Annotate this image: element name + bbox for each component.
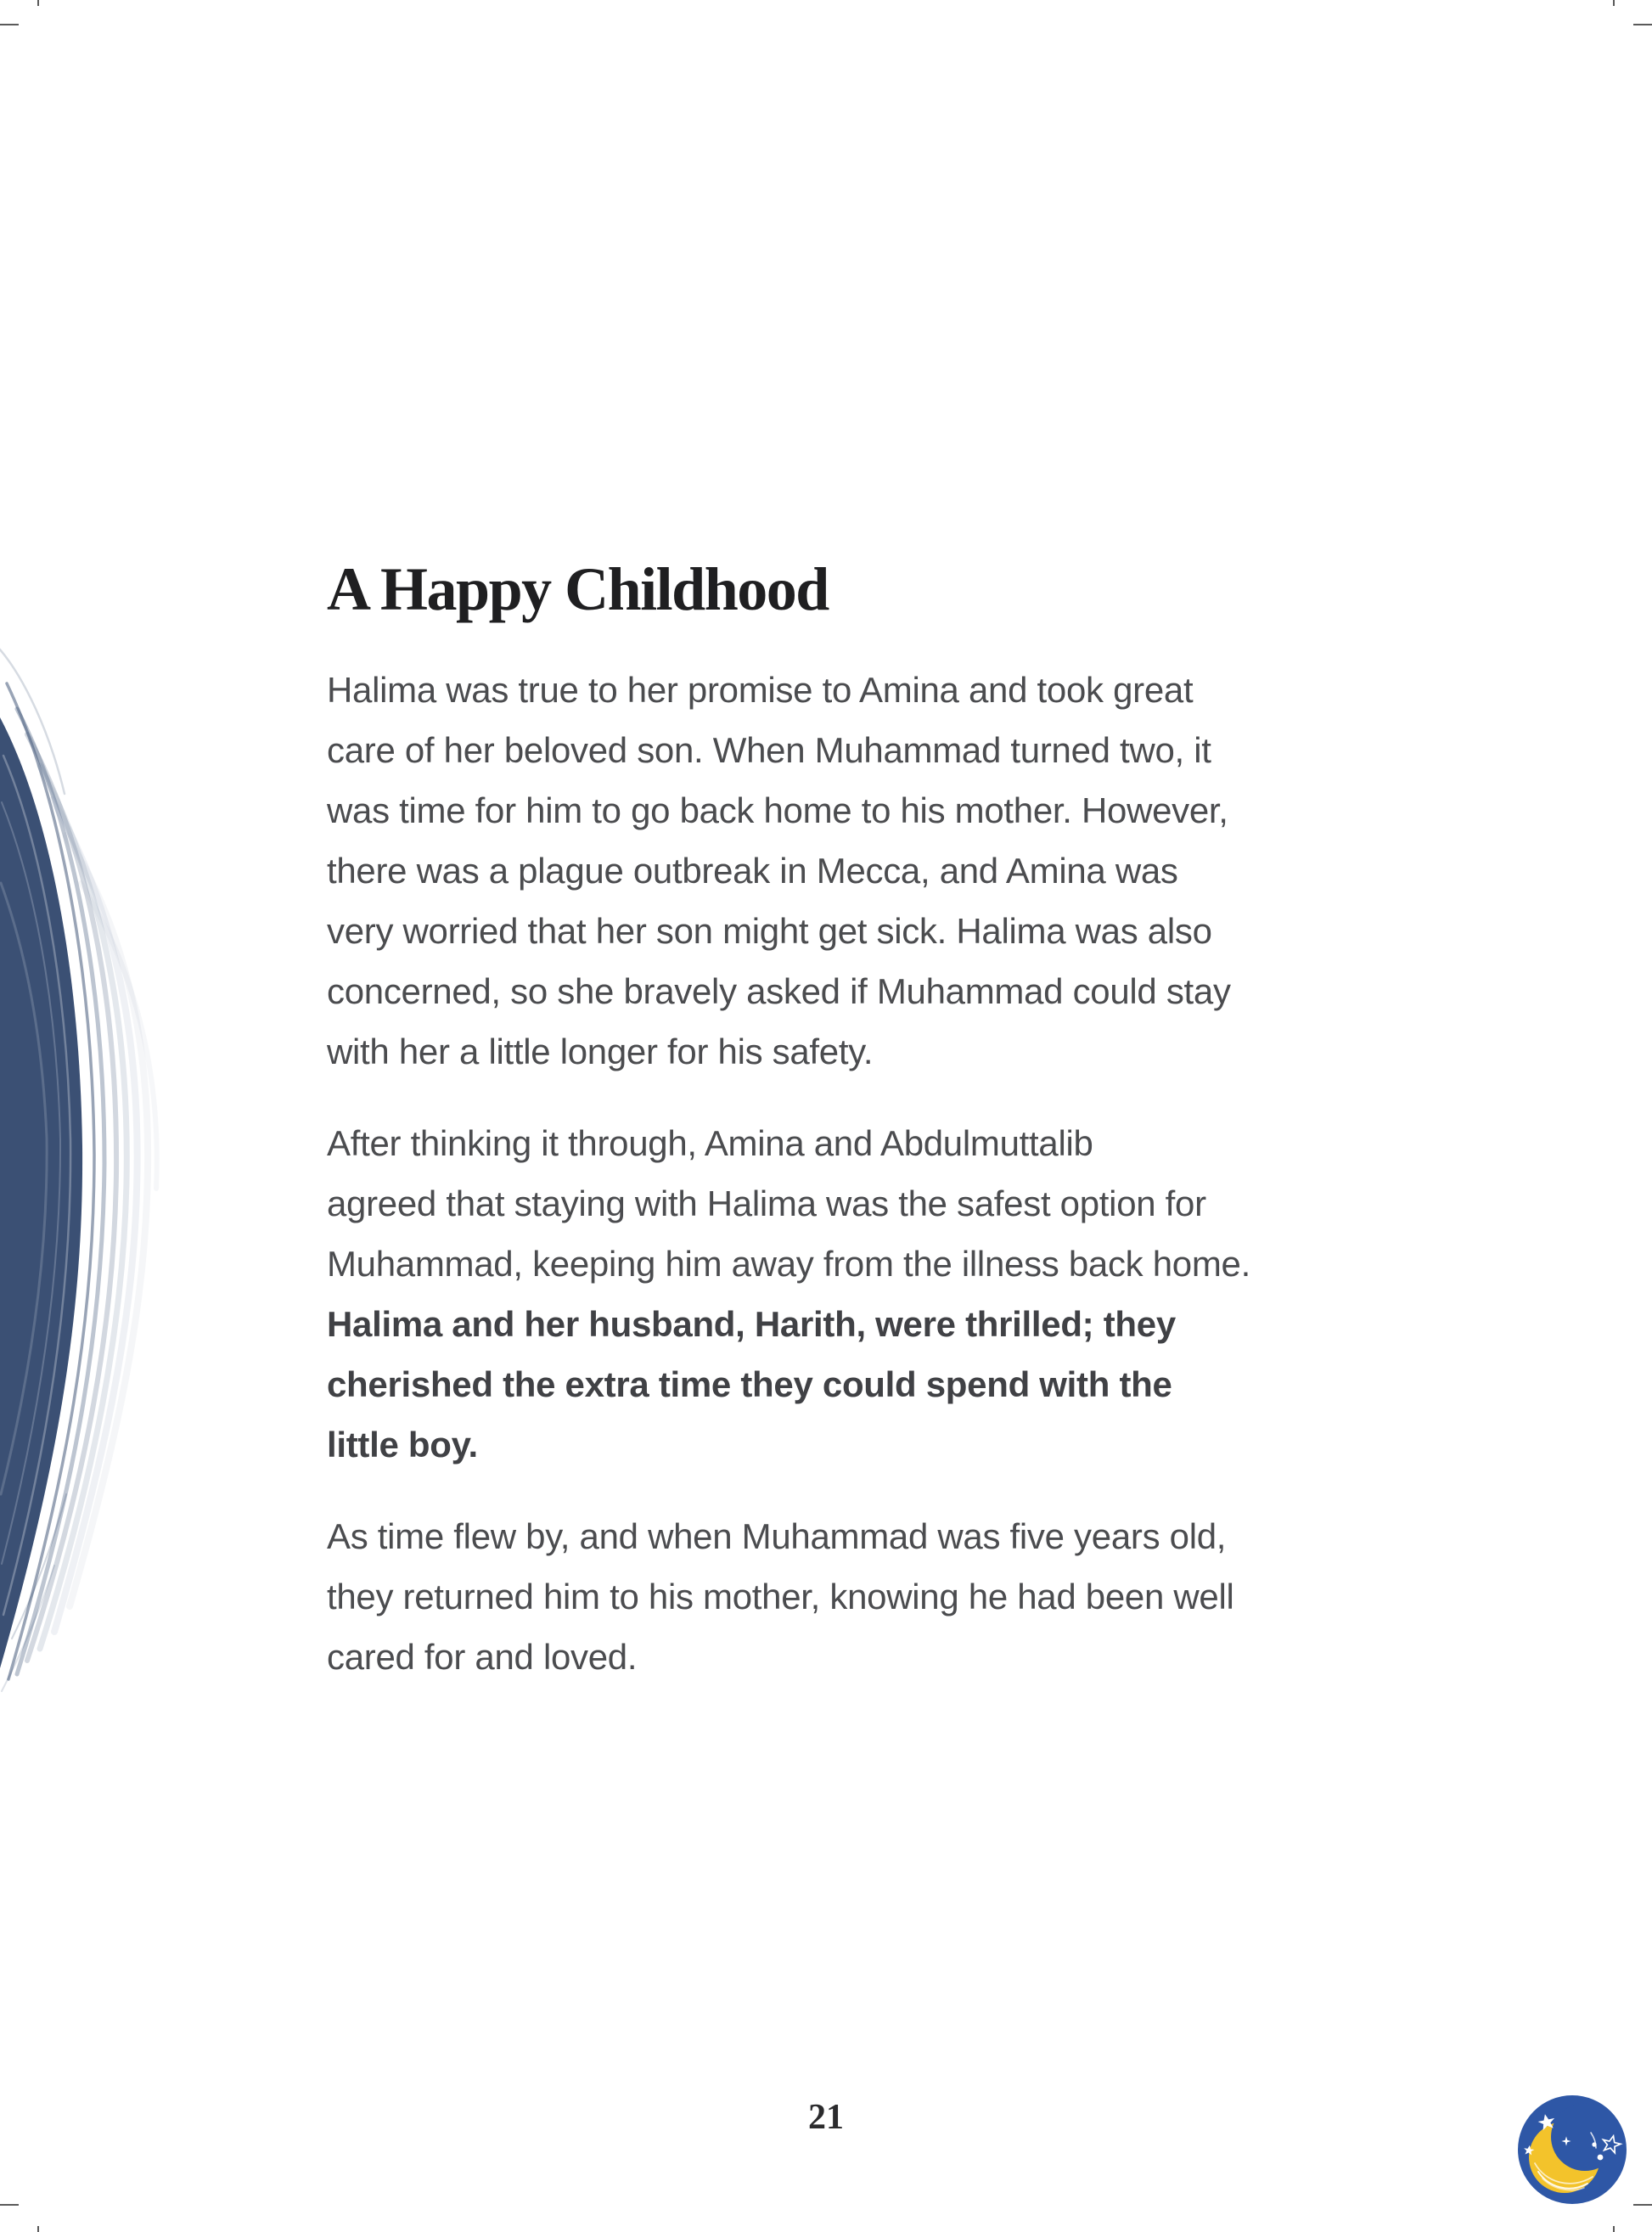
paragraph-1 [327,660,1333,1082]
text-line: agreed that staying with Halima was the safest option for [327,1183,1206,1223]
crop-mark-bottom-right-horizontal [1633,2204,1652,2206]
text-line: Halima was true to her promise to Amina and took great [327,670,1194,710]
moon-and-stars-icon [1516,2094,1628,2206]
brush-stroke-decoration [0,628,195,1715]
moon-crescent-cutout [1551,2103,1619,2171]
text-line: Halima and her husband, Harith, were thrilled; they [327,1304,1176,1344]
page-number: 21 [808,2098,844,2137]
moon-dot [1598,2155,1604,2161]
text-line: there was a plague outbreak in Mecca, and Amina was [327,851,1178,891]
brush-stroke-svg [0,628,195,1715]
text-line: very worried that her son might get sick. Halima was also [327,911,1212,951]
crop-mark-top-right-vertical [1613,0,1615,6]
text-line: concerned, so she bravely asked if Muhammad could stay [327,971,1231,1011]
crop-mark-top-right-horizontal [1633,24,1652,25]
paragraph-2 [327,1113,1333,1475]
text-line: was time for him to go back home to his mother. However, [327,790,1228,830]
moon-icon-svg [1516,2094,1628,2206]
text-line: As time flew by, and when Muhammad was five years old, [327,1516,1227,1556]
text-line: After thinking it through, Amina and Abdulmuttalib [327,1123,1093,1163]
text-line: they returned him to his mother, knowing he had been well [327,1577,1234,1616]
crop-mark-bottom-left-vertical [37,2226,39,2232]
text-line: Muhammad, keeping him away from the illness back home. [327,1244,1250,1284]
text-line: cherished the extra time they could spend with the [327,1364,1172,1404]
text-line: care of her beloved son. When Muhammad turned two, it [327,730,1211,770]
crop-mark-bottom-right-vertical [1613,2226,1615,2232]
text-line: with her a little longer for his safety. [327,1032,874,1071]
crop-mark-top-left-vertical [37,0,39,6]
text-line: cared for and loved. [327,1637,638,1677]
crop-mark-bottom-left-horizontal [0,2204,19,2206]
page-title: A Happy Childhood [327,555,829,623]
paragraph-3 [327,1506,1333,1687]
crop-mark-top-left-horizontal [0,24,19,25]
text-line: little boy. [327,1425,478,1465]
moon-dot [1592,2142,1596,2146]
page-content [327,0,1333,1687]
